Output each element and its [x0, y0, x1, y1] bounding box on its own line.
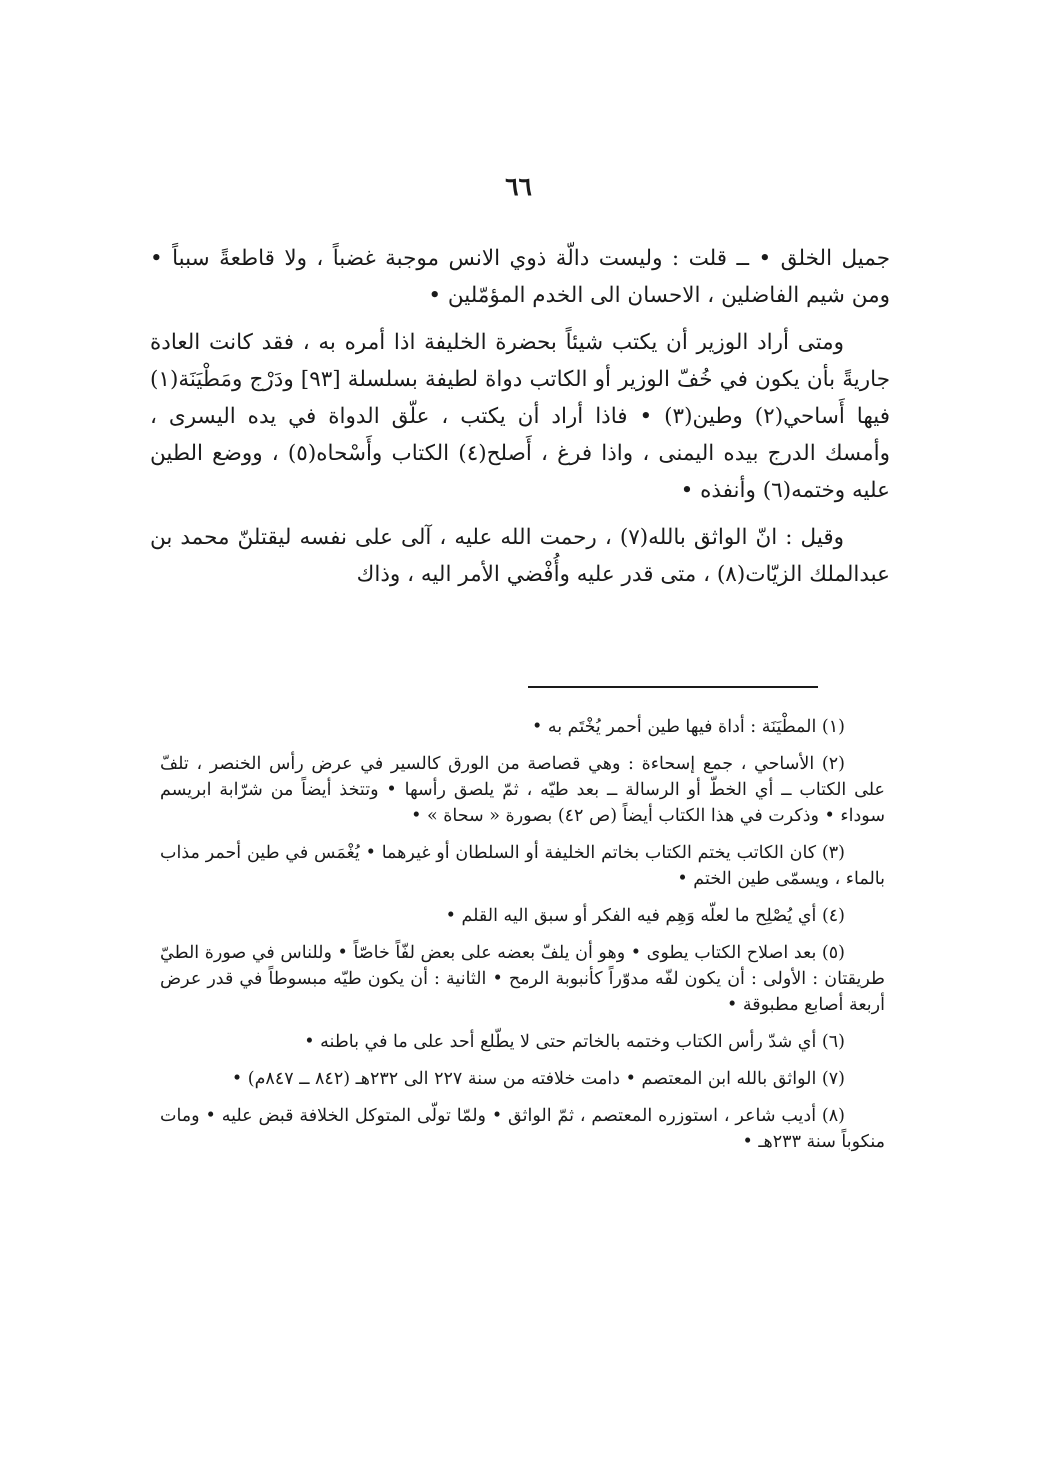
footnote: (٥) بعد اصلاح الكتاب يطوى • وهو أن يلفّ بعضه على بعض لفّاً خاصّاً • وللناس في صورة الطيّ طريقتان : الأولى : أن يكون لفّه مدوّراً كأنبوبة الرمح • الثانية : أن يكون طيّه مبسوطاً في قدر عرض أربعة أصابع مطبوقة •: [160, 943, 885, 1015]
footnote: (٦) أي شدّ رأس الكتاب وختمه بالخاتم حتى لا يطّلع أحد على ما في باطنه •: [304, 1032, 845, 1052]
footnotes-block: [160, 714, 885, 1166]
main-paragraph: ومتى أراد الوزير أن يكتب شيئاً بحضرة الخليفة اذا أمره به ، فقد كانت العادة جاريةً بأن يكون في خُفّ الوزير أو الكاتب دواة لطيفة بسلسلة [٩٣] ودَرْج ومَطْيَنَة(١) فيها أَساحي(٢) وطين(٣) • فاذا أراد أن يكتب ، علّق الدواة في يده اليسرى ، وأمسك الدرج بيده اليمنى ، واذا فرغ ، أَصلح(٤) الكتاب وأَسْحاه(٥) ، ووضع الطين عليه وختمه(٦) وأنفذه •: [150, 330, 891, 503]
footnote-separator: [528, 686, 818, 688]
footnote: (٢) الأساحي ، جمع إسحاءة : وهي قصاصة من الورق كالسير في عرض رأس الخنصر ، تلفّ على الكتاب ــ أي الخطّ أو الرسالة ــ بعد طيّه ، ثمّ يلصق رأسها • وتتخذ أيضاً من شرّابة ابريسم سوداء • وذكرت في هذا الكتاب أيضاً (ص ٤٢) بصورة « سحاة » •: [160, 754, 885, 826]
footnote: (٨) أديب شاعر ، استوزره المعتصم ، ثمّ الواثق • ولمّا تولّى المتوكل الخلافة قبض عليه • ومات منكوباً سنة ٢٣٣هـ •: [160, 1106, 885, 1152]
footnote: (٧) الواثق بالله ابن المعتصم • دامت خلافته من سنة ٢٢٧ الى ٢٣٢هـ (٨٤٢ ــ ٨٤٧م) •: [231, 1069, 845, 1089]
main-text-block: [150, 240, 890, 603]
main-paragraph: جميل الخلق • ــ قلت : وليست دالّة ذوي الانس موجبة غضباً ، ولا قاطعةً سبباً • ومن شيم الفاضلين ، الاحسان الى الخدم المؤمّلين •: [150, 246, 890, 308]
main-paragraph: وقيل : انّ الواثق بالله(٧) ، رحمت الله عليه ، آلى على نفسه ليقتلنّ محمد بن عبدالملك الزيّات(٨) ، متى قدر عليه وأُفْضي الأمر اليه ، وذاك: [150, 525, 890, 587]
footnote: (٤) أي يُصْلِح ما لعلّه وَهِم فيه الفكر أو سبق اليه القلم •: [445, 906, 845, 926]
footnote: (٣) كان الكاتب يختم الكتاب بخاتم الخليفة أو السلطان أو غيرهما • يُغْمَس في طين أحمر مذاب بالماء ، ويسمّى طين الختم •: [160, 843, 885, 889]
page-number: ٦٦: [505, 172, 532, 201]
footnote: (١) المطْيَنَة : أداة فيها طين أحمر يُخْتَم به •: [531, 717, 845, 737]
